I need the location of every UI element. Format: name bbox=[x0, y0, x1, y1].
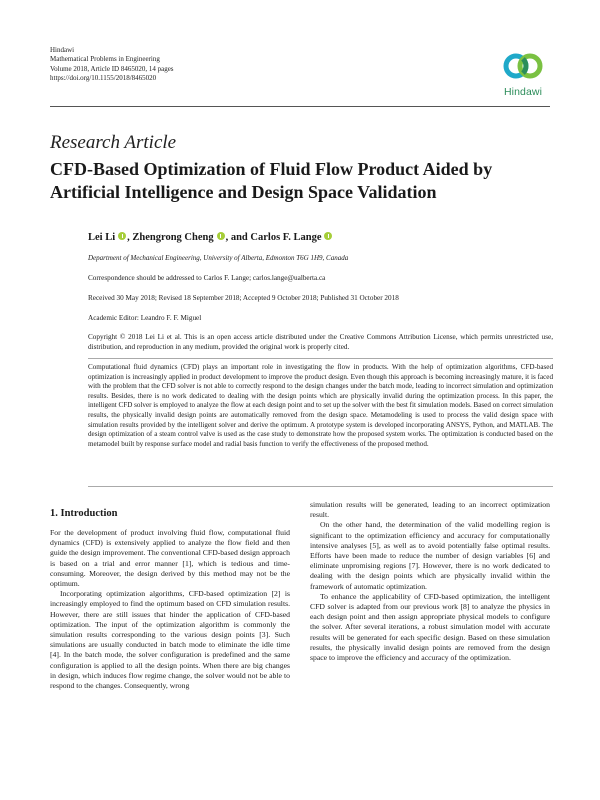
article-title: CFD-Based Optimization of Fluid Flow Product Aided by Artificial Intelligence and Design Space Validation bbox=[50, 159, 493, 202]
article-type: Research Article bbox=[50, 132, 177, 153]
abstract: Computational fluid dynamics (CFD) plays an important role in investigating the flow in products. With the help of optimization algorithms, CFD-based optimization is increasingly applied in product development to improve the product design. Even though this approach is becoming increasingly mature, it is faced with the problem that the CFD solver is not able to correctly respond to the design changes under the batch mode, leading to incorrect simulation and optimization results. Besides, there is no work dedicated to dealing with the design points which are physically invalid during the optimization process. In this paper, the intelligent CFD solver is employed to analyze the flow at each design point and to set up the solver with the best fit simulation models. Based on correct simulation results, the physically invalid design points are automatically removed from the design space. Metamodeling is used to process the valid design space with simulation results provided by the intelligent solver and derive the optimum. A prototype system is developed incorporating ANSYS, Python, and MATLAB. The design optimization of a steam control valve is used as the case study to demonstrate how the proposed system works. The optimization is conducted based on the metamodel built by response surface model and radial basis function to verify the effectiveness of the proposed method. bbox=[88, 363, 553, 448]
author-name: Carlos F. Lange bbox=[250, 232, 322, 243]
orcid-icon[interactable] bbox=[217, 232, 225, 240]
header-divider bbox=[50, 106, 550, 107]
journal-name: Mathematical Problems in Engineering bbox=[50, 55, 160, 64]
doi-link[interactable]: https://doi.org/10.1155/2018/8465020 bbox=[50, 74, 157, 83]
hindawi-logo-icon bbox=[502, 48, 544, 84]
abstract-divider-bottom bbox=[88, 486, 553, 487]
copyright-notice: Copyright © 2018 Lei Li et al. This is an open access article distributed under the Creative Commons Attribution License, which permits unrestricted use, distribution, and reproduction in any medium, provided the original work is properly cited. bbox=[88, 333, 553, 351]
logo-text: Hindawi bbox=[503, 86, 543, 98]
orcid-icon[interactable] bbox=[324, 232, 332, 240]
academic-editor: Academic Editor: Leandro F. F. Miguel bbox=[88, 314, 202, 322]
author-name: Zhengrong Cheng bbox=[132, 232, 214, 243]
section-heading: 1. Introduction bbox=[50, 508, 118, 519]
journal-info bbox=[50, 46, 174, 84]
body-column-left bbox=[50, 528, 290, 691]
author-separator: , bbox=[127, 232, 133, 243]
publisher-name: Hindawi bbox=[50, 46, 75, 54]
paragraph: To enhance the applicability of CFD-based optimization, the intelligent CFD solver is adapted from our previous work [8] to analyze the physics in each design point and then assign appropriate physical models to configure the solver. After several iterations, a robust simulation model with accurate results will be generated for each specific design. Based on these simulation results, the physically invalid design points are removed from the design space to improve the efficiency and accuracy of the optimization. bbox=[310, 591, 550, 663]
author-name: Lei Li bbox=[88, 232, 116, 243]
paragraph: On the other hand, the determination of the valid modelling region is significant to the optimization efficiency and accuracy for computationally intensive analyses [5], as well as to avoid potentially false optimal results. Efforts have been made to reduce the number of design variables [6] and eliminate unpromising regions [7]. However, there is no work dedicated to dealing with the design points which are physically invalid within the framework of automatic optimization. bbox=[310, 520, 550, 591]
correspondence: Correspondence should be addressed to Carlos F. Lange; carlos.lange@ualberta.ca bbox=[88, 274, 326, 282]
paragraph: For the development of product involving fluid flow, computational fluid dynamics (CFD) is extensively applied to analyze the flow field and then guide the design improvement. The conventional CFD-based design approach is based on a trial and error manner [1], which is tedious and time-consuming. Moreover, the design derived by this method may not be the optimum. bbox=[50, 528, 290, 589]
paragraph: simulation results will be generated, leading to an incorrect optimization result. bbox=[310, 500, 550, 520]
paragraph: Incorporating optimization algorithms, CFD-based optimization [2] is increasingly employed to find the optimum based on CFD simulation results. However, there are still issues that hinder the application of CFD-based optimization. The input of the optimization algorithm is commonly the simulation results corresponding to the various design points [3]. Such simulations are usually conducted in batch mode to eliminate the idle time [4]. In the batch mode, the solver configuration is predefined and the same configuration is applied to all the design points. When there are big changes in design, which induces flow regime change, the solver would not be able to respond to the changes. Consequently, wrong bbox=[50, 589, 290, 691]
volume-line: Volume 2018, Article ID 8465020, 14 pages bbox=[50, 64, 174, 73]
author-separator: , and bbox=[225, 232, 251, 243]
body-column-right bbox=[310, 500, 550, 663]
author-list bbox=[88, 231, 553, 245]
orcid-icon[interactable] bbox=[118, 232, 126, 240]
publisher-logo bbox=[494, 48, 552, 98]
affiliation: Department of Mechanical Engineering, University of Alberta, Edmonton T6G 1H9, Canada bbox=[88, 254, 349, 262]
abstract-divider-top bbox=[88, 358, 553, 359]
publication-dates: Received 30 May 2018; Revised 18 September 2018; Accepted 9 October 2018; Published 31 October 2018 bbox=[88, 294, 399, 302]
